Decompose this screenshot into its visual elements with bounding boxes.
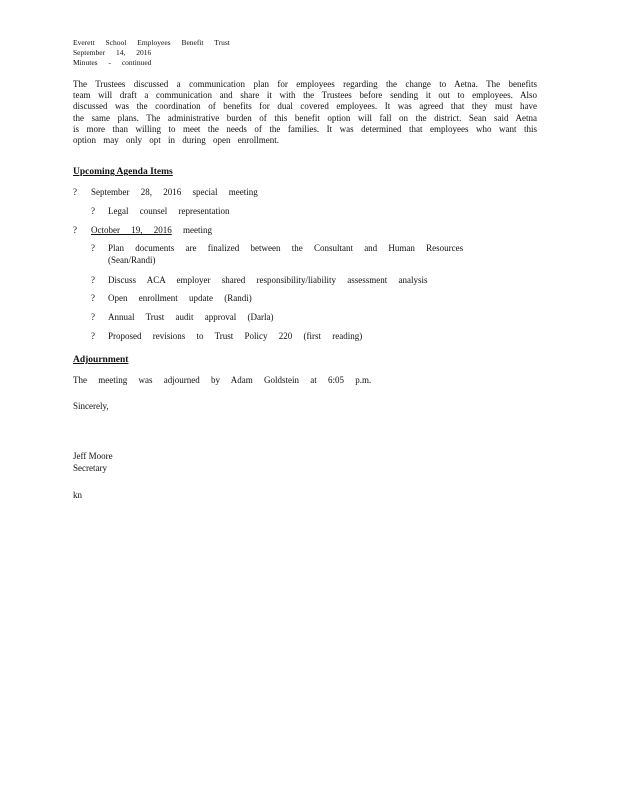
- bullet-icon: ?: [91, 331, 95, 341]
- header-date: September 14, 2016: [73, 48, 152, 57]
- signature-name: Jeff Moore: [73, 451, 113, 461]
- october-meeting-label: meeting: [171, 225, 212, 235]
- header-org: Everett School Employees Benefit Trust: [73, 38, 230, 47]
- upcoming-agenda-heading: Upcoming Agenda Items: [73, 167, 173, 177]
- header-minutes: Minutes - continued: [73, 58, 152, 67]
- agenda-subitem-plan-owners: (Sean/Randi): [108, 255, 156, 265]
- closing-salutation: Sincerely,: [73, 401, 109, 411]
- bullet-icon: ?: [91, 275, 95, 285]
- bullet-icon: ?: [91, 312, 95, 322]
- agenda-subitem-plan-documents: Plan documents are finalized between the Consultant and Human Resources: [108, 243, 464, 253]
- agenda-item-october: [91, 225, 212, 236]
- agenda-subitem-aca: Discuss ACA employer shared responsibility/liability assessment analysis: [108, 275, 428, 285]
- typist-initials: kn: [73, 490, 82, 500]
- trustees-discussion-paragraph: The Trustees discussed a communication plan for employees regarding the change to Aetna. The benefits team will draft a communication and share it with the Trustees before sending it out to employees. Also discussed was the coordination of benefits for dual covered employees. It was agreed that they must have the same plans. The administrative burden of this benefit option will fall on the district. Sean said Aetna is more than willing to meet the needs of the families. It was determined that employees who want this option may only opt in during open enrollment.: [73, 79, 537, 146]
- adjournment-heading: Adjournment: [73, 355, 129, 365]
- page-header: [73, 38, 230, 68]
- bullet-icon: ?: [73, 225, 77, 235]
- bullet-icon: ?: [91, 243, 95, 253]
- bullet-icon: ?: [73, 187, 77, 197]
- adjournment-text: The meeting was adjourned by Adam Goldstein at 6:05 p.m.: [73, 375, 372, 385]
- october-date: October 19, 2016: [91, 225, 172, 235]
- agenda-subitem-open-enrollment: Open enrollment update (Randi): [108, 293, 252, 303]
- agenda-subitem-audit: Annual Trust audit approval (Darla): [108, 312, 274, 322]
- agenda-item-september: September 28, 2016 special meeting: [91, 187, 258, 197]
- agenda-subitem-policy: Proposed revisions to Trust Policy 220 (first reading): [108, 331, 363, 341]
- signature-title: Secretary: [73, 463, 107, 473]
- bullet-icon: ?: [91, 293, 95, 303]
- bullet-icon: ?: [91, 206, 95, 216]
- agenda-subitem-legal: Legal counsel representation: [108, 206, 230, 216]
